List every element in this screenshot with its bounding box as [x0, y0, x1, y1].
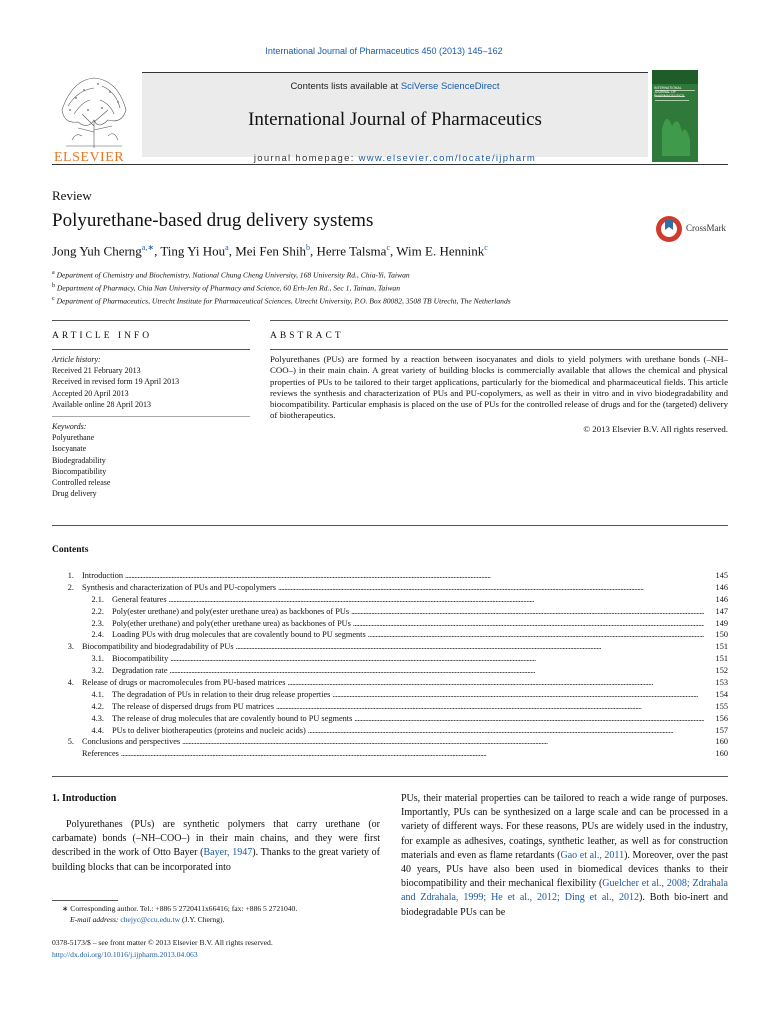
author-name[interactable]: Jong Yuh Cherng	[52, 243, 142, 259]
keyword-item: Drug delivery	[52, 489, 97, 499]
toc-page-number: 154	[715, 689, 728, 699]
history-item: Received in revised form 19 April 2013	[52, 377, 180, 387]
author-list: Jong Yuh Cherng$^{a,∗}$, Ting Yi Hou$^a$, Mei Fen Shih$^b$, Herre Talsma$^c$, Wim E. Hennink$^c$	[52, 243, 488, 259]
article-info-heading: ARTICLE INFO	[52, 331, 153, 341]
toc-page-number: 150	[715, 630, 728, 640]
author-email-link[interactable]: chejyc@ccu.edu.tw	[120, 915, 181, 924]
toc-label[interactable]: PUs to deliver biotherapeutics (proteins and nucleic acids)	[112, 725, 306, 735]
toc-number: 5.	[67, 737, 74, 747]
keyword-item: Polyurethane	[52, 433, 95, 443]
toc-entry[interactable]	[52, 748, 728, 760]
toc-leader-dots	[125, 570, 704, 582]
toc-label[interactable]: Biocompatibility	[112, 654, 169, 664]
toc-number: 2.2.	[91, 606, 104, 616]
author-name[interactable]: Herre Talsma	[316, 243, 387, 259]
toc-page-number: 157	[715, 725, 728, 735]
toc-page-number: 147	[715, 606, 728, 616]
toc-leader-dots	[170, 653, 704, 665]
article-history: Article history: Received 21 February 2013 Received in revised form 19 April 2013 Accepted 20 April 2013 Available online 28 April 2013	[52, 354, 250, 410]
toc-number: 4.3.	[91, 713, 104, 723]
sciencedirect-link[interactable]: SciVerse ScienceDirect	[400, 81, 500, 92]
toc-label[interactable]: References	[82, 749, 119, 759]
keyword-item: Biodegradability	[52, 455, 106, 465]
toc-number	[52, 748, 82, 760]
crossmark-badge[interactable]	[654, 214, 734, 244]
toc-number: 3.1.	[91, 654, 104, 664]
toc-label[interactable]: The release of drug molecules that are covalently bound to PU segments	[112, 713, 353, 723]
author-name[interactable]: Wim E. Hennink	[396, 243, 485, 259]
toc-entry[interactable]	[52, 725, 728, 737]
toc-entry[interactable]	[52, 653, 728, 665]
toc-entry[interactable]	[52, 629, 728, 641]
affiliation-item: $^a$ Department of Chemistry and Biochemistry, National Chung Cheng University, 168 University Rd., Chia-Yi, Taiwan	[52, 270, 410, 280]
toc-label[interactable]: The release of dispersed drugs from PU matrices	[112, 701, 274, 711]
toc-leader-dots	[276, 701, 704, 713]
elsevier-wordmark: ELSEVIER	[54, 150, 125, 165]
toc-label[interactable]: Degradation rate	[112, 666, 168, 676]
toc-page-number: 152	[715, 666, 728, 676]
ref-link-guelcher[interactable]: Guelcher et al., 2008; Zdrahala and Zdrahala, 1999; He et al., 2012; Ding et al., 2012	[401, 878, 728, 904]
toc-leader-dots	[236, 641, 704, 653]
toc-label[interactable]: Poly(ether urethane) and poly(ether urethane urea) as backbones of PUs	[112, 618, 351, 628]
toc-number: 3.2.	[91, 666, 104, 676]
toc-leader-dots	[368, 629, 704, 641]
toc-label[interactable]: Poly(ester urethane) and poly(ester urethane urea) as backbones of PUs	[112, 606, 350, 616]
toc-entry[interactable]	[52, 677, 728, 689]
toc-leader-dots	[278, 582, 704, 594]
contents-heading: Contents	[52, 545, 89, 555]
author-affiliation-marker[interactable]: c	[484, 243, 488, 252]
toc-leader-dots	[287, 677, 704, 689]
author-affiliation-marker[interactable]: b	[305, 243, 310, 252]
toc-number: 4.4.	[91, 725, 104, 735]
toc-page-number: 160	[715, 737, 728, 747]
toc-entry[interactable]	[52, 713, 728, 725]
ref-link-gao[interactable]: Gao et al., 2011	[560, 849, 625, 861]
toc-leader-dots	[354, 713, 704, 725]
toc-leader-dots	[353, 618, 704, 630]
article-type: Review	[52, 188, 92, 203]
history-item: Available online 28 April 2013	[52, 399, 151, 409]
introduction-paragraph-right: PUs, their material properties can be tailored to reach a wide range of purposes. Importantly, PUs can be synthesized on a large scale and can be processed in a variety of different ways. For these reasons, PUs are widely used in the industry, for example as adhesives, coatings, synthetic leather, as well as for construction materials and even as flame retardants (Gao et al., 2011). Moreover, over the past 40 years, PUs have also been used in biomedical devices thanks to their biocompatibility and their mechanical flexibility (Guelcher et al., 2008; Zdrahala and Zdrahala, 1999; He et al., 2012; Ding et al., 2012). Both bio-inert and biodegradable PUs can be	[401, 793, 729, 918]
keyword-item: Isocyanate	[52, 444, 87, 454]
crossmark-label: CrossMark	[686, 223, 726, 233]
toc-label[interactable]: Release of drugs or macromolecules from PU-based matrices	[82, 678, 286, 688]
toc-number: 1.	[67, 571, 74, 580]
toc-number: 4.1.	[91, 689, 104, 699]
elsevier-logo[interactable]	[52, 70, 136, 166]
toc-number: 2.1.	[91, 594, 104, 604]
toc-entry[interactable]	[52, 594, 728, 606]
issn-line: 0378-5173/$ – see front matter © 2013 Elsevier B.V. All rights reserved.	[52, 938, 273, 947]
toc-number: 4.	[67, 678, 74, 688]
corresponding-author-footnote: ∗ Corresponding author. Tel.: +886 5 2720411x66416; fax: +886 5 2721040. E-mail address: chejyc@ccu.edu.tw (J.Y. Cherng).	[62, 904, 298, 924]
journal-citation[interactable]: International Journal of Pharmaceutics 450 (2013) 145–162	[265, 46, 503, 56]
toc-label[interactable]: General features	[112, 594, 167, 604]
toc-page-number: 145	[715, 571, 728, 580]
abstract-section	[270, 320, 728, 434]
abstract-text: Polyurethanes (PUs) are formed by a reaction between isocyanates and diols to yield polymers with urethane bonds (–NH–COO–) in their main chain. A great variety of building blocks is commercially available that allows the chemical and physical properties of PUs to be tailored to their target applications, particularly for the biomedical and pharmaceutical fields. This article reviews the synthesis and characterization of PUs and PU-copolymers, as well as their in vitro and in vivo biodegradability and biocompatibility. Particular emphasis is placed on the use of PUs for the controlled release of drugs and for the (targeted) delivery of biotherapeutics.	[270, 354, 728, 421]
toc-number: 3.	[67, 642, 74, 652]
toc-entry[interactable]	[52, 665, 728, 677]
toc-page-number: 155	[715, 701, 728, 711]
toc-number: 4.2.	[91, 701, 104, 711]
author-affiliation-marker[interactable]: c	[386, 243, 391, 252]
contents-available-line: Contents lists available at SciVerse ScienceDirect	[290, 81, 500, 92]
toc-number: 2.	[67, 582, 74, 592]
toc-entry[interactable]	[52, 701, 728, 713]
article-info-section	[52, 320, 250, 499]
toc-entry[interactable]	[52, 582, 728, 594]
journal-title: International Journal of Pharmaceutics	[248, 109, 542, 130]
keywords-block: Keywords: Polyurethane Isocyanate Biodegradability Biocompatibility Controlled release Drug delivery	[52, 421, 250, 499]
keyword-item: Biocompatibility	[52, 466, 107, 476]
toc-page-number: 146	[715, 582, 728, 592]
journal-cover-icon	[652, 70, 698, 162]
author-affiliation-marker[interactable]: a	[225, 243, 229, 252]
affiliation-item: $^c$ Department of Pharmaceutics, Utrecht Institute for Pharmaceutical Sciences, Utrecht University, P.O. Box 80082, 3508 TB Utrecht, The Netherlands	[52, 296, 511, 306]
journal-cover-image[interactable]	[652, 70, 698, 162]
toc-label[interactable]: Introduction	[82, 571, 124, 580]
toc-number: 2.3.	[91, 618, 104, 628]
ref-link-bayer[interactable]: Bayer, 1947	[203, 847, 253, 859]
toc-label[interactable]: Conclusions and perspectives	[82, 737, 181, 747]
toc-page-number: 156	[715, 713, 728, 723]
journal-homepage-link[interactable]: www.elsevier.com/locate/ijpharm	[358, 153, 537, 164]
history-item: Accepted 20 April 2013	[52, 388, 129, 398]
toc-entry[interactable]	[52, 570, 728, 582]
table-of-contents	[52, 570, 728, 760]
toc-entry[interactable]	[52, 736, 728, 748]
toc-label[interactable]: The degradation of PUs in relation to their drug release properties	[112, 689, 331, 699]
author-name[interactable]: Ting Yi Hou	[160, 243, 226, 259]
keyword-item: Controlled release	[52, 478, 111, 488]
page-footer	[52, 937, 273, 960]
toc-leader-dots	[308, 725, 704, 737]
author-name[interactable]: Mei Fen Shih	[235, 243, 306, 259]
toc-leader-dots	[170, 665, 704, 677]
toc-label[interactable]: Loading PUs with drug molecules that are covalently bound to PU segments	[112, 630, 366, 640]
toc-page-number: 146	[715, 594, 728, 604]
journal-cover-title: INTERNATIONAL JOURNAL OF PHARMACEUTICS	[654, 86, 685, 98]
toc-leader-dots	[169, 594, 704, 606]
toc-leader-dots	[121, 748, 704, 760]
author-affiliation-marker[interactable]: a,∗	[141, 243, 155, 252]
journal-masthead	[52, 70, 728, 166]
toc-entry[interactable]	[52, 618, 728, 630]
toc-page-number: 153	[715, 678, 728, 688]
toc-entry[interactable]	[52, 606, 728, 618]
toc-page-number: 151	[715, 654, 728, 664]
toc-entry[interactable]	[52, 689, 728, 701]
article-title: Polyurethane-based drug delivery systems	[52, 210, 374, 231]
journal-homepage-line: journal homepage: www.elsevier.com/locate/ijpharm	[253, 153, 537, 164]
toc-number: 2.4.	[91, 630, 104, 640]
affiliation-list	[52, 268, 511, 307]
toc-entry[interactable]	[52, 641, 728, 653]
introduction-paragraph-left: Polyurethanes (PUs) are synthetic polymers that carry urethane (or carbamate) bonds (–NH–COO–) in their main chains, and they were first described in the work of Otto Bayer (Bayer, 1947). Thanks to the great variety of building blocks that can be incorporated into	[52, 819, 380, 873]
toc-leader-dots	[351, 606, 704, 618]
toc-label[interactable]: Synthesis and characterization of PUs and PU-copolymers	[82, 582, 277, 592]
affiliation-item: $^b$ Department of Pharmacy, Chia Nan University of Pharmacy and Science, 60 Erh-Jen Rd., Sec 1, Tainan, Taiwan	[52, 283, 400, 293]
toc-page-number: 149	[715, 618, 728, 628]
abstract-heading: ABSTRACT	[270, 331, 344, 341]
masthead-band	[142, 72, 648, 167]
history-item: Received 21 February 2013	[52, 366, 141, 376]
introduction-heading: 1. Introduction	[52, 793, 117, 804]
toc-leader-dots	[332, 689, 704, 701]
toc-label[interactable]: Biocompatibility and biodegradability of PUs	[82, 642, 234, 652]
toc-page-number: 160	[715, 749, 728, 759]
doi-link[interactable]: http://dx.doi.org/10.1016/j.ijpharm.2013.04.063	[52, 949, 198, 959]
crossmark-icon	[654, 214, 684, 244]
toc-leader-dots	[182, 736, 704, 748]
abstract-copyright: © 2013 Elsevier B.V. All rights reserved.	[583, 423, 728, 434]
toc-page-number: 151	[715, 642, 728, 652]
